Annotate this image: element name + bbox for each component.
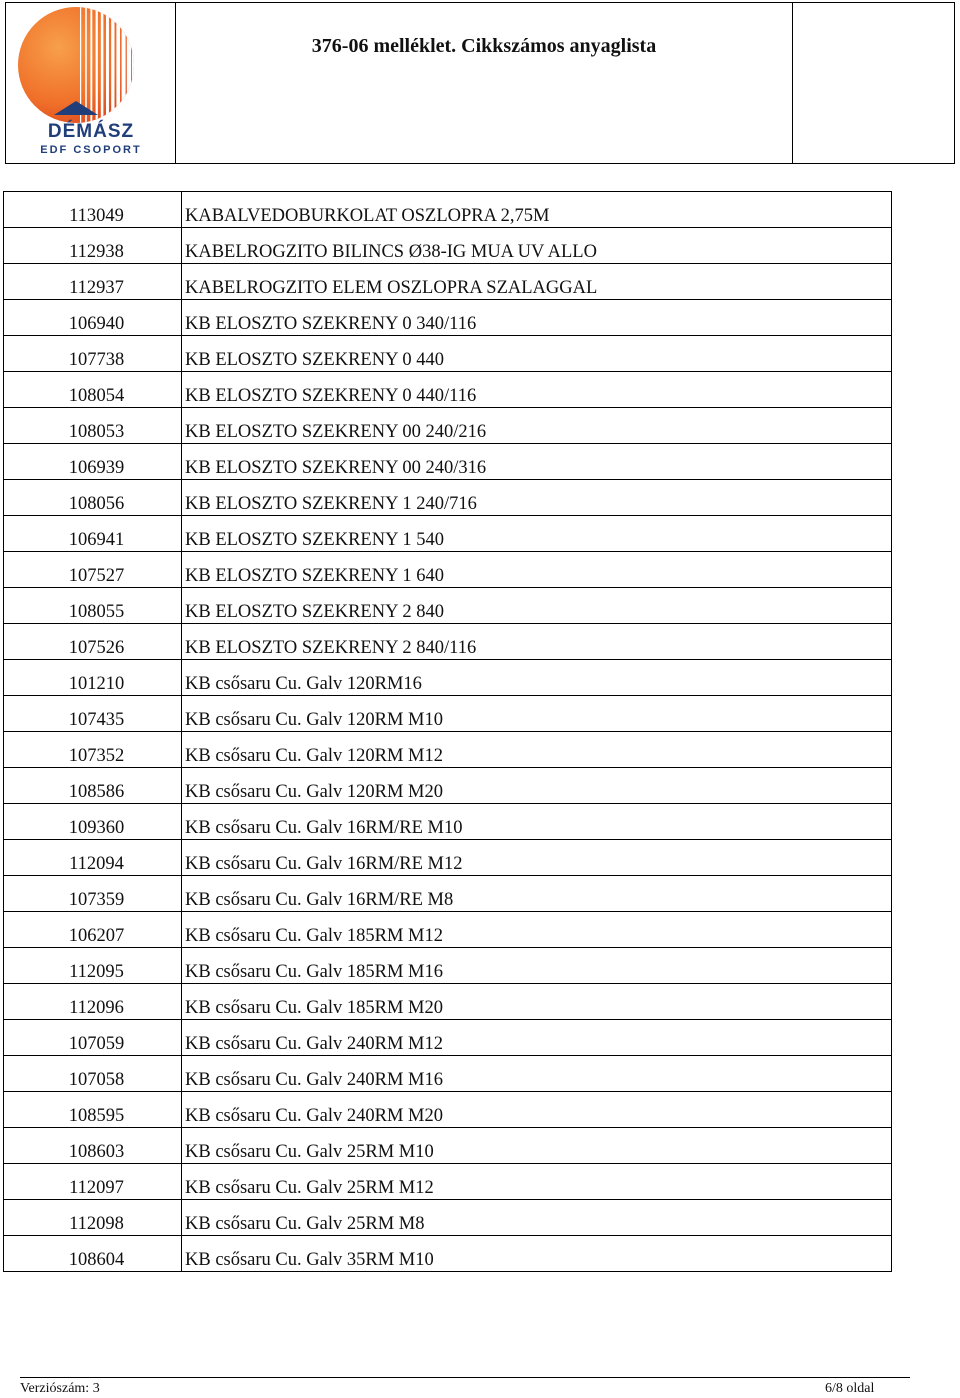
item-code: 107058 xyxy=(4,1056,182,1092)
item-code: 108595 xyxy=(4,1092,182,1128)
table-row xyxy=(4,408,892,444)
item-code: 107526 xyxy=(4,624,182,660)
item-code: 106207 xyxy=(4,912,182,948)
table-row xyxy=(4,732,892,768)
table-row xyxy=(4,840,892,876)
table-row xyxy=(4,948,892,984)
table-row xyxy=(4,1164,892,1200)
item-code: 113049 xyxy=(4,192,182,228)
logo xyxy=(6,3,176,163)
logo-stripe xyxy=(106,3,109,133)
logo-subtitle: EDF CSOPORT xyxy=(40,144,142,156)
item-code: 106940 xyxy=(4,300,182,336)
item-description: KABELROGZITO BILINCS Ø38-IG MUA UV ALLO xyxy=(182,228,892,264)
item-table xyxy=(3,191,892,1272)
item-code: 106939 xyxy=(4,444,182,480)
item-description: KB csősaru Cu. Galv 16RM/RE M8 xyxy=(182,876,892,912)
item-code: 112937 xyxy=(4,264,182,300)
item-code: 106941 xyxy=(4,516,182,552)
table-row xyxy=(4,552,892,588)
item-description: KB ELOSZTO SZEKRENY 0 340/116 xyxy=(182,300,892,336)
item-code: 101210 xyxy=(4,660,182,696)
item-code: 108603 xyxy=(4,1128,182,1164)
item-description: KB ELOSZTO SZEKRENY 2 840/116 xyxy=(182,624,892,660)
item-description: KB ELOSZTO SZEKRENY 1 240/716 xyxy=(182,480,892,516)
title-cell xyxy=(176,3,792,163)
item-code: 112938 xyxy=(4,228,182,264)
version-label: Verziószám: 3 xyxy=(20,1381,100,1396)
logo-stripe xyxy=(101,3,104,133)
table-row xyxy=(4,480,892,516)
item-code: 108586 xyxy=(4,768,182,804)
logo-stripe xyxy=(96,3,98,133)
table-row xyxy=(4,516,892,552)
page-header xyxy=(5,2,955,164)
table-row xyxy=(4,984,892,1020)
table-row xyxy=(4,228,892,264)
table-row xyxy=(4,1056,892,1092)
item-code: 108604 xyxy=(4,1236,182,1272)
logo-stripe xyxy=(122,3,126,133)
item-code: 112098 xyxy=(4,1200,182,1236)
table-row xyxy=(4,372,892,408)
table-row xyxy=(4,1092,892,1128)
table-row xyxy=(4,660,892,696)
item-code: 107359 xyxy=(4,876,182,912)
page-number: 6/8 oldal xyxy=(825,1381,875,1396)
item-description: KB csősaru Cu. Galv 120RM M12 xyxy=(182,732,892,768)
item-code: 107527 xyxy=(4,552,182,588)
table-row xyxy=(4,588,892,624)
table-row xyxy=(4,768,892,804)
item-code: 112094 xyxy=(4,840,182,876)
table-row xyxy=(4,804,892,840)
item-description: KABELROGZITO ELEM OSZLOPRA SZALAGGAL xyxy=(182,264,892,300)
table-row xyxy=(4,300,892,336)
item-description: KB csősaru Cu. Galv 25RM M12 xyxy=(182,1164,892,1200)
item-code: 112097 xyxy=(4,1164,182,1200)
item-description: KB csősaru Cu. Galv 185RM M20 xyxy=(182,984,892,1020)
item-description: KB csősaru Cu. Galv 25RM M10 xyxy=(182,1128,892,1164)
logo-stripe xyxy=(116,3,120,133)
table-row xyxy=(4,1236,892,1272)
item-code: 108055 xyxy=(4,588,182,624)
item-description: KB csősaru Cu. Galv 120RM M20 xyxy=(182,768,892,804)
item-description: KB csősaru Cu. Galv 16RM/RE M10 xyxy=(182,804,892,840)
item-description: KB ELOSZTO SZEKRENY 0 440 xyxy=(182,336,892,372)
item-code: 107738 xyxy=(4,336,182,372)
item-description: KB ELOSZTO SZEKRENY 2 840 xyxy=(182,588,892,624)
item-description: KB csősaru Cu. Galv 185RM M16 xyxy=(182,948,892,984)
item-description: KB csősaru Cu. Galv 25RM M8 xyxy=(182,1200,892,1236)
item-description: KB csősaru Cu. Galv 16RM/RE M12 xyxy=(182,840,892,876)
document-title: 376-06 melléklet. Cikkszámos anyaglista xyxy=(311,35,657,57)
table-row xyxy=(4,1128,892,1164)
table-row xyxy=(4,264,892,300)
table-row xyxy=(4,912,892,948)
table-row xyxy=(4,1020,892,1056)
item-code: 112096 xyxy=(4,984,182,1020)
item-description: KB ELOSZTO SZEKRENY 1 540 xyxy=(182,516,892,552)
logo-stripe xyxy=(127,3,131,133)
item-code: 108053 xyxy=(4,408,182,444)
item-description: KB csősaru Cu. Galv 240RM M12 xyxy=(182,1020,892,1056)
item-code: 107352 xyxy=(4,732,182,768)
item-code: 108056 xyxy=(4,480,182,516)
item-description: KB ELOSZTO SZEKRENY 0 440/116 xyxy=(182,372,892,408)
table-row xyxy=(4,192,892,228)
item-description: KB csősaru Cu. Galv 120RM16 xyxy=(182,660,892,696)
table-row xyxy=(4,1200,892,1236)
item-code: 109360 xyxy=(4,804,182,840)
table-row xyxy=(4,624,892,660)
item-description: KB ELOSZTO SZEKRENY 00 240/316 xyxy=(182,444,892,480)
item-code: 107059 xyxy=(4,1020,182,1056)
item-description: KB csősaru Cu. Galv 240RM M20 xyxy=(182,1092,892,1128)
logo-name: DÉMÁSZ xyxy=(47,121,135,142)
item-code: 107435 xyxy=(4,696,182,732)
item-description: KB csősaru Cu. Galv 35RM M10 xyxy=(182,1236,892,1272)
item-description: KB ELOSZTO SZEKRENY 00 240/216 xyxy=(182,408,892,444)
item-description: KABALVEDOBURKOLAT OSZLOPRA 2,75M xyxy=(182,192,892,228)
item-code: 108054 xyxy=(4,372,182,408)
item-description: KB csősaru Cu. Galv 240RM M16 xyxy=(182,1056,892,1092)
item-description: KB csősaru Cu. Galv 185RM M12 xyxy=(182,912,892,948)
footer-divider xyxy=(20,1377,910,1378)
item-code: 112095 xyxy=(4,948,182,984)
logo-stripe xyxy=(132,3,137,133)
logo-stripe xyxy=(111,3,114,133)
table-row xyxy=(4,876,892,912)
table-row xyxy=(4,336,892,372)
item-description: KB ELOSZTO SZEKRENY 1 640 xyxy=(182,552,892,588)
item-description: KB csősaru Cu. Galv 120RM M10 xyxy=(182,696,892,732)
table-row xyxy=(4,696,892,732)
table-row xyxy=(4,444,892,480)
header-right-cell xyxy=(792,3,954,163)
